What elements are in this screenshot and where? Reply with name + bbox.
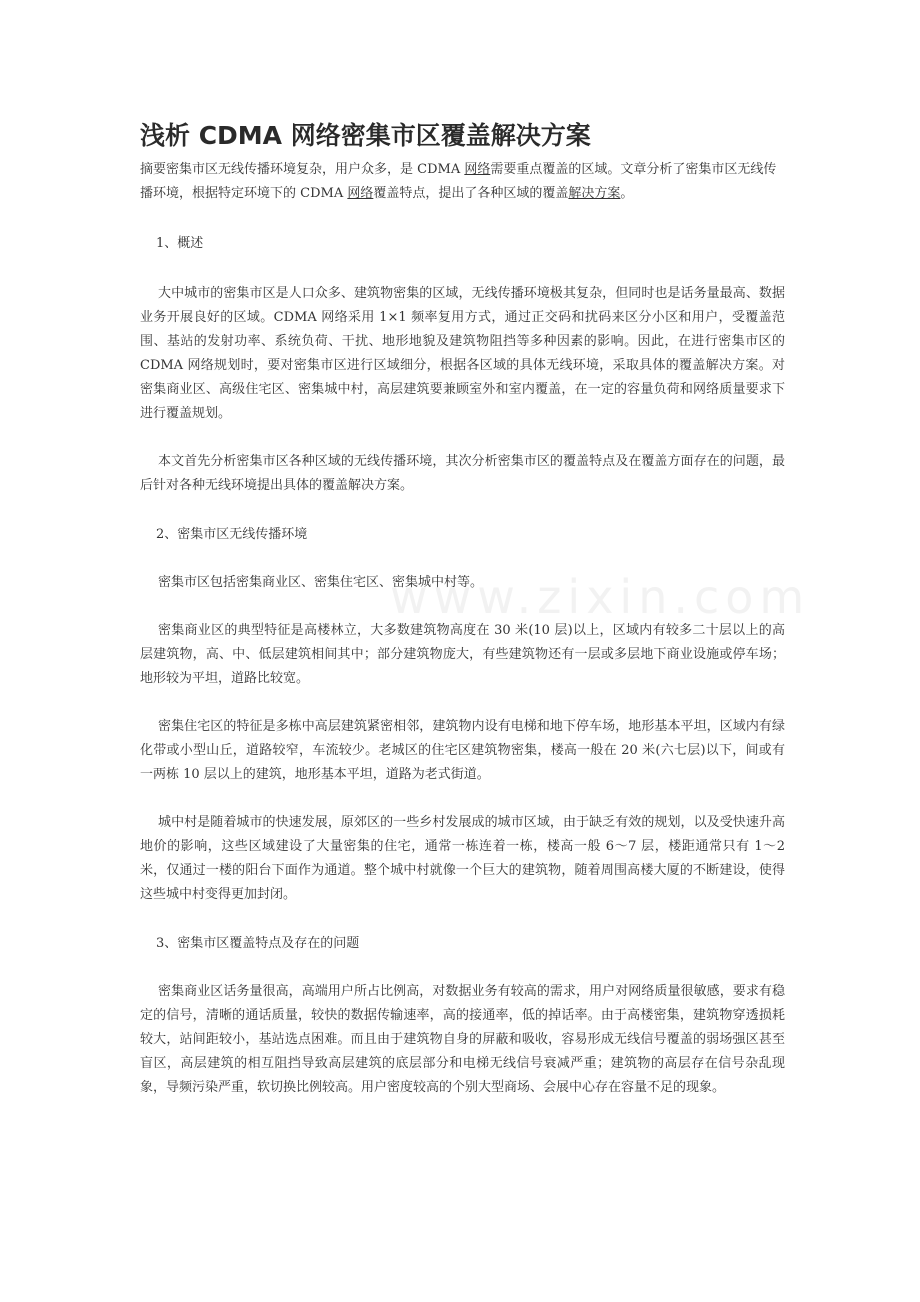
watermark: www.zixin.com [390,570,811,624]
body-paragraph: 本文首先分析密集市区各种区域的无线传播环境，其次分析密集市区的覆盖特点及在覆盖方面存在的问题，最后针对各种无线环境提出具体的覆盖解决方案。 [140,454,785,493]
body-paragraph: 大中城市的密集市区是人口众多、建筑物密集的区域，无线传播环境极其复杂，但同时也是话务量最高、数据业务开展良好的区域。CDMA 网络采用 1×1 频率复用方式，通过正交码和扰码来区分小区和用户，受覆盖范围、基站的发射功率、系统负荷、干扰、地形地貌及建筑物阻挡等多种因素的影响。因此，在进行密集市区的 CDMA 网络规划时，要对密集市区进行区域细分，根据各区域的具体无线环境，采取具体的覆盖解决方案。对密集商业区、高级住宅区、密集城中村，高层建筑要兼顾室外和室内覆盖，在一定的容量负荷和网络质量要求下进行覆盖规划。 [140,286,785,421]
abstract-text: 覆盖特点，提出了各种区域的覆盖 [373,186,569,201]
body-paragraph: 密集市区包括密集商业区、密集住宅区、密集城中村等。 [158,575,484,590]
abstract-paragraph [140,158,785,206]
abstract-text: 摘要密集市区无线传播环境复杂，用户众多，是 CDMA [140,162,465,177]
document-body [140,116,785,1100]
abstract-text: 。 [620,186,634,201]
solution-link[interactable]: 解决方案 [568,186,621,201]
document-title: 浅析 CDMA 网络密集市区覆盖解决方案 [140,121,591,150]
section-heading: 2、密集市区无线传播环境 [156,527,308,542]
network-link[interactable]: 网络 [347,186,374,201]
section-heading: 1、概述 [156,236,204,251]
body-paragraph: 密集商业区的典型特征是高楼林立，大多数建筑物高度在 30 米(10 层)以上，区域内有较多二十层以上的高层建筑物，高、中、低层建筑相间其中；部分建筑物庞大，有些建筑物还有一层或多层地下商业设施或停车场；地形较为平坦，道路比较宽。 [140,623,785,686]
abstract-text: 需要重点覆盖的区域。文章分析了密集市区无线传播环境，根据特定环境下的 CDMA [140,162,777,201]
body-paragraph: 城中村是随着城市的快速发展，原郊区的一些乡村发展成的城市区域，由于缺乏有效的规划，以及受快速升高地价的影响，这些区域建设了大量密集的住宅，通常一栋连着一栋，楼高一般 6～7 层，楼距通常只有 1～2 米，仅通过一楼的阳台下面作为通道。整个城中村就像一个巨大的建筑物，随着周围高楼大厦的不断建设，使得这些城中村变得更加封闭。 [140,815,785,902]
body-paragraph: 密集商业区话务量很高，高端用户所占比例高，对数据业务有较高的需求，用户对网络质量很敏感，要求有稳定的信号，清晰的通话质量，较快的数据传输速率，高的接通率，低的掉话率。由于高楼密集，建筑物穿透损耗较大，站间距较小，基站选点困难。而且由于建筑物自身的屏蔽和吸收，容易形成无线信号覆盖的弱场强区甚至盲区，高层建筑的相互阻挡导致高层建筑的底层部分和电梯无线信号衰减严重；建筑物的高层存在信号杂乱现象，导频污染严重，软切换比例较高。用户密度较高的个别大型商场、会展中心存在容量不足的现象。 [140,984,785,1095]
network-link[interactable]: 网络 [464,162,491,177]
section-heading: 3、密集市区覆盖特点及存在的问题 [156,936,360,951]
body-paragraph: 密集住宅区的特征是多栋中高层建筑紧密相邻，建筑物内设有电梯和地下停车场，地形基本平坦，区域内有绿化带或小型山丘，道路较窄，车流较少。老城区的住宅区建筑物密集，楼高一般在 20 米(六七层)以下，间或有一两栋 10 层以上的建筑，地形基本平坦，道路为老式街道。 [140,719,785,782]
